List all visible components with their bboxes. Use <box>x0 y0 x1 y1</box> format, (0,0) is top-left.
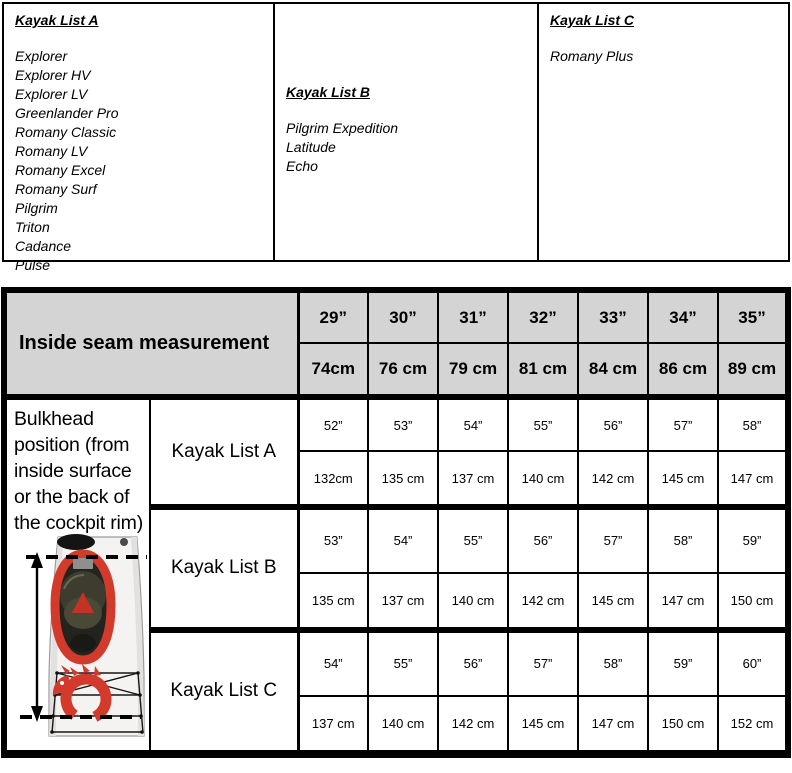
bulkhead-inches-cell: 57” <box>508 630 578 697</box>
seam-cm-cell: 79 cm <box>438 343 508 397</box>
bulkhead-inches-cell: 56” <box>508 507 578 573</box>
kayak-model: Explorer <box>15 48 68 64</box>
seam-inches-cell: 34” <box>648 290 718 343</box>
bulkhead-cm-cell: 140 cm <box>508 451 578 507</box>
bulkhead-cm-cell: 140 cm <box>368 696 438 754</box>
kayak-model: Explorer LV <box>15 86 88 102</box>
kayak-list-b-title: Kayak List B <box>286 84 371 100</box>
kayak-model: Greenlander Pro <box>15 105 119 121</box>
kayak-model: Romany Classic <box>15 124 117 140</box>
bulkhead-cm-cell: 147 cm <box>648 573 718 630</box>
seam-cm-cell: 76 cm <box>368 343 438 397</box>
bulkhead-cm-cell: 132cm <box>298 451 368 507</box>
bulkhead-inches-cell: 59” <box>718 507 788 573</box>
seam-cm-cell: 89 cm <box>718 343 788 397</box>
seam-inches-cell: 31” <box>438 290 508 343</box>
measurement-table <box>1 287 791 758</box>
bulkhead-cm-cell: 140 cm <box>438 573 508 630</box>
bulkhead-cm-cell: 142 cm <box>578 451 648 507</box>
bulkhead-cm-cell: 137 cm <box>298 696 368 754</box>
kayak-model: Latitude <box>286 139 336 155</box>
bulkhead-cm-cell: 137 cm <box>368 573 438 630</box>
bulkhead-inches-cell: 55” <box>438 507 508 573</box>
group-c-label: Kayak List C <box>150 630 298 755</box>
bulkhead-inches-cell: 52” <box>298 397 368 451</box>
bulkhead-cm-cell: 135 cm <box>298 573 368 630</box>
seam-inches-cell: 29” <box>298 290 368 343</box>
seam-inches-cell: 30” <box>368 290 438 343</box>
bulkhead-inches-cell: 58” <box>648 507 718 573</box>
seam-inches-cell: 32” <box>508 290 578 343</box>
header-row-inches <box>4 290 788 343</box>
kayak-model: Romany Plus <box>550 48 634 64</box>
bulkhead-inches-cell: 56” <box>438 630 508 697</box>
bulkhead-inches-cell: 57” <box>648 397 718 451</box>
bulkhead-cm-cell: 142 cm <box>438 696 508 754</box>
bulkhead-cm-cell: 145 cm <box>508 696 578 754</box>
seam-inches-cell: 35” <box>718 290 788 343</box>
seam-cm-cell: 81 cm <box>508 343 578 397</box>
bulkhead-inches-cell: 55” <box>508 397 578 451</box>
bulkhead-position-cell <box>4 397 150 754</box>
kayak-model: Pulse <box>15 257 51 273</box>
cockpit <box>55 554 111 660</box>
dimension-arrow-icon <box>31 552 43 722</box>
bulkhead-cm-cell: 150 cm <box>718 573 788 630</box>
group-b-label: Kayak List B <box>150 507 298 630</box>
bulkhead-inches-cell: 60” <box>718 630 788 697</box>
seam-cm-cell: 84 cm <box>578 343 648 397</box>
kayak-list-b-items <box>286 119 526 176</box>
bulkhead-inches-cell: 54” <box>368 507 438 573</box>
bulkhead-inches-cell: 53” <box>298 507 368 573</box>
kayak-model: Romany LV <box>15 143 88 159</box>
bulkhead-inches-cell: 54” <box>438 397 508 451</box>
bulkhead-cm-cell: 145 cm <box>578 573 648 630</box>
bulkhead-cm-cell: 142 cm <box>508 573 578 630</box>
group-a-label: Kayak List A <box>150 397 298 507</box>
bulkhead-inches-cell: 58” <box>718 397 788 451</box>
kayak-lists-section <box>2 2 790 273</box>
seam-cm-cell: 74cm <box>298 343 368 397</box>
kayak-list-c-items <box>550 47 777 66</box>
bulkhead-inches-cell: 58” <box>578 630 648 697</box>
inside-seam-measurement-label: Inside seam measurement <box>4 290 298 397</box>
bulkhead-cm-cell: 145 cm <box>648 451 718 507</box>
bulkhead-cm-cell: 152 cm <box>718 696 788 754</box>
bulkhead-position-label: Bulkhead position (from inside surface or the back of the cockpit rim) <box>14 408 143 534</box>
seam-inches-cell: 33” <box>578 290 648 343</box>
bulkhead-cm-cell: 147 cm <box>578 696 648 754</box>
kayak-photo <box>12 537 150 737</box>
deck-hatch <box>57 534 95 550</box>
kayak-model: Romany Surf <box>15 181 97 197</box>
kayak-model: Echo <box>286 158 318 174</box>
kayak-list-a-title: Kayak List A <box>15 12 99 28</box>
group-a-inches-row <box>4 397 788 451</box>
kayak-list-b-box <box>273 2 539 262</box>
bulkhead-cm-cell: 137 cm <box>438 451 508 507</box>
deck-logo-small <box>120 538 128 546</box>
kayak-list-a-items <box>15 47 262 275</box>
seam-cm-cell: 86 cm <box>648 343 718 397</box>
kayak-model: Romany Excel <box>15 162 106 178</box>
kayak-model: Cadance <box>15 238 72 254</box>
bulkhead-inches-cell: 57” <box>578 507 648 573</box>
bulkhead-cell-content <box>7 400 149 750</box>
bulkhead-inches-cell: 56” <box>578 397 648 451</box>
bulkhead-inches-cell: 53” <box>368 397 438 451</box>
kayak-list-a-box <box>2 2 275 273</box>
cockpit-fitting <box>73 558 93 569</box>
bulkhead-cm-cell: 147 cm <box>718 451 788 507</box>
bulkhead-inches-cell: 54” <box>298 630 368 697</box>
bulkhead-cm-cell: 135 cm <box>368 451 438 507</box>
kayak-list-c-title: Kayak List C <box>550 12 635 28</box>
kayak-model: Pilgrim Expedition <box>286 120 399 136</box>
bulkhead-cm-cell: 150 cm <box>648 696 718 754</box>
kayak-model: Explorer HV <box>15 67 91 83</box>
kayak-model: Triton <box>15 219 50 235</box>
bulkhead-inches-cell: 59” <box>648 630 718 697</box>
kayak-model: Pilgrim <box>15 200 58 216</box>
bulkhead-inches-cell: 55” <box>368 630 438 697</box>
kayak-list-c-box <box>537 2 790 262</box>
